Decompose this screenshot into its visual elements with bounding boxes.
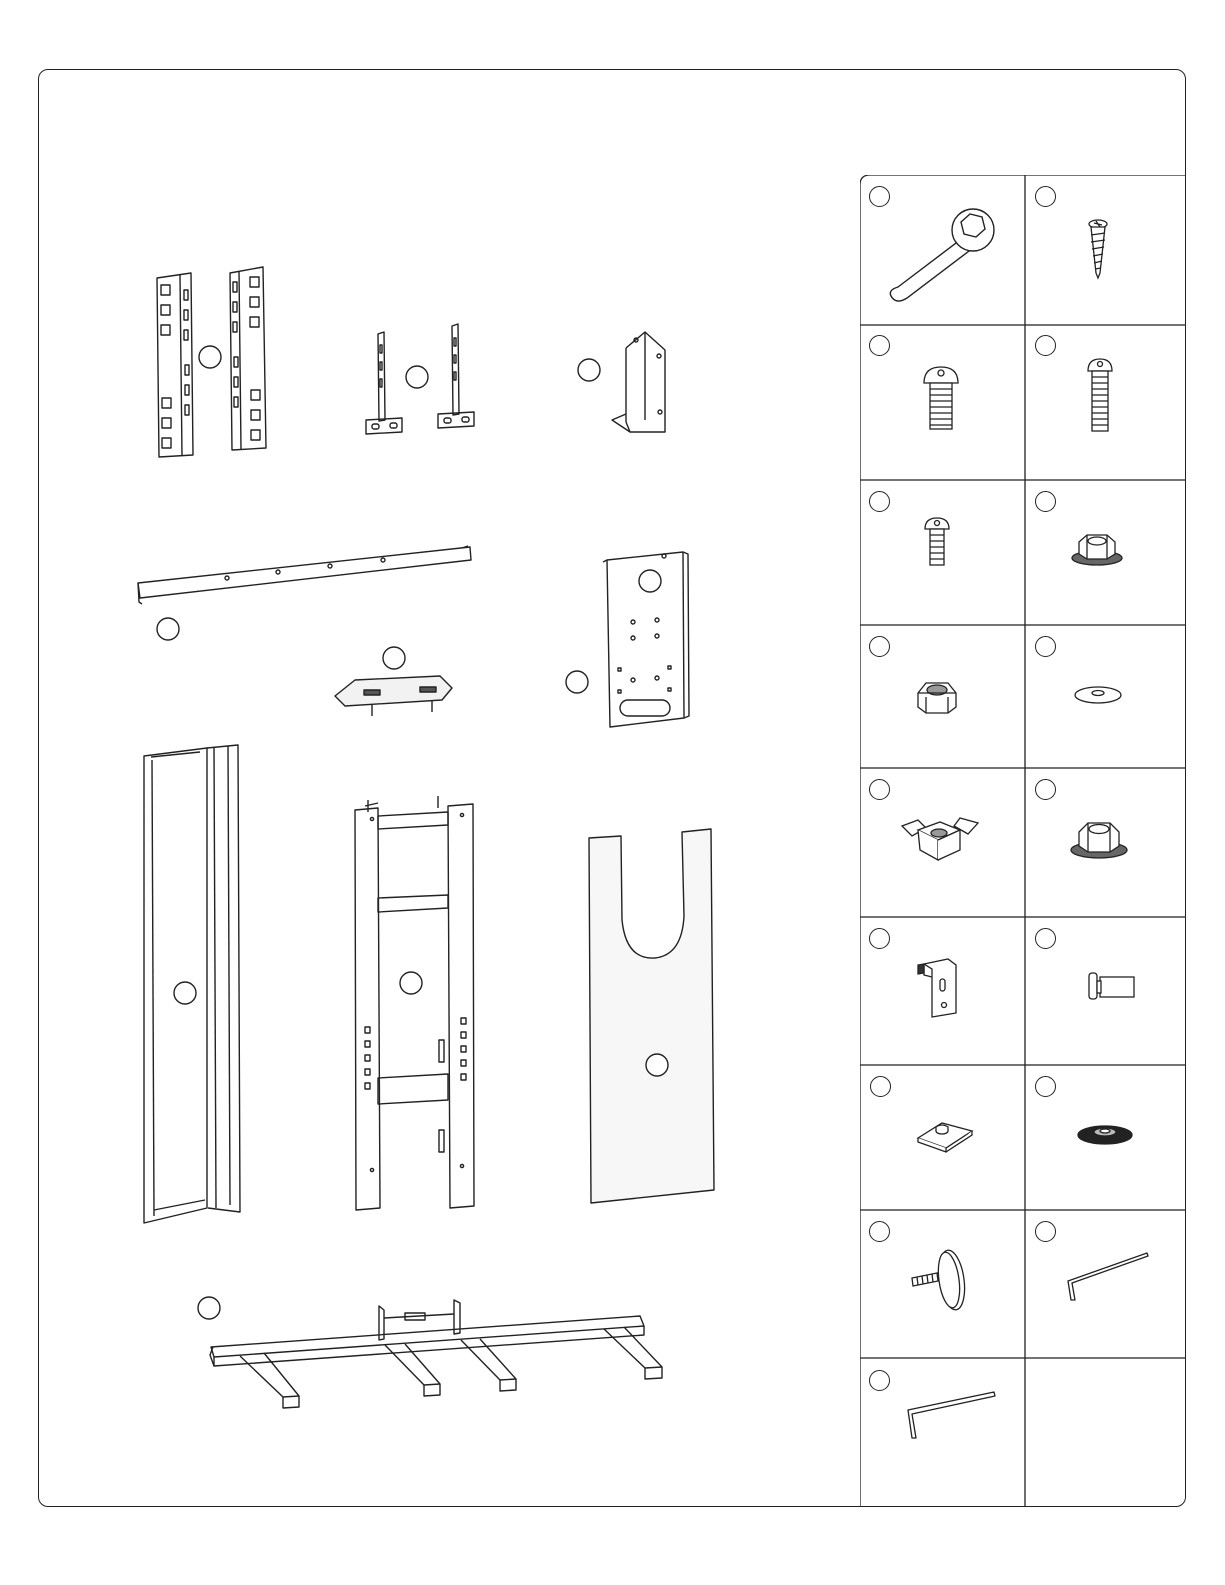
panel-icon	[589, 829, 714, 1203]
part-badge	[566, 671, 588, 693]
hardware-cell-square-plate-nut	[860, 1065, 1025, 1210]
cover-cap	[335, 647, 452, 716]
bolt-icon	[860, 325, 1025, 480]
cover-panel	[589, 829, 714, 1203]
base-icon	[210, 1300, 662, 1408]
u-bracket	[578, 332, 665, 432]
hardware-cell-flat-washer	[1025, 625, 1186, 768]
hardware-cell-leveling-foot	[860, 1210, 1025, 1358]
wall-rail	[138, 546, 471, 640]
washer-icon	[1025, 625, 1186, 768]
hardware-cell-rubber-washer	[1025, 1065, 1186, 1210]
hardware-grid	[860, 175, 1186, 1507]
part-badge	[174, 982, 196, 1004]
rail-icon	[138, 546, 471, 604]
ladder-frame	[355, 796, 474, 1210]
clip-icon	[860, 917, 1025, 1065]
part-badge	[646, 1054, 668, 1076]
part-badge	[400, 972, 422, 994]
hardware-cell-bolt-large	[860, 325, 1025, 480]
nut-icon	[1025, 480, 1186, 625]
hardware-cell-flange-nut	[1025, 480, 1186, 625]
hardware-cell-spacer	[1025, 917, 1186, 1065]
plate-nut-icon	[860, 1065, 1025, 1210]
small-bracket-pair	[366, 324, 474, 434]
bolt-icon	[860, 480, 1025, 625]
hardware-cell-wood-screw	[1025, 175, 1186, 325]
hardware-cell-empty	[1025, 1358, 1186, 1507]
hardware-cell-clip-bracket	[860, 917, 1025, 1065]
hardware-cell-flange-nut-large	[1025, 768, 1186, 917]
part-badge	[383, 647, 405, 669]
part-badge	[578, 359, 600, 381]
foot-icon	[860, 1210, 1025, 1358]
wall-plate-pair	[157, 267, 266, 457]
part-badge	[406, 366, 428, 388]
frame-icon	[355, 796, 474, 1210]
cap-icon	[335, 676, 452, 716]
bolt-icon	[1025, 325, 1186, 480]
wrench-icon	[860, 175, 1025, 325]
hex-key-icon	[860, 1358, 1025, 1507]
part-badge	[198, 1297, 220, 1319]
spacer-icon	[1025, 917, 1186, 1065]
hardware-cell-bolt-long	[1025, 325, 1186, 480]
part-badge	[199, 346, 221, 368]
hardware-cell-hex-nut	[860, 625, 1025, 768]
mounting-plate	[566, 552, 689, 727]
part-badge	[157, 618, 179, 640]
hardware-cell-cage-nut	[860, 768, 1025, 917]
hardware-cell-bolt-small	[860, 480, 1025, 625]
hardware-cell-wrench	[860, 175, 1025, 325]
u-bracket-icon	[612, 332, 665, 432]
screw-icon	[1025, 175, 1186, 325]
washer-icon	[1025, 1065, 1186, 1210]
nut-icon	[860, 625, 1025, 768]
part-badge	[639, 570, 661, 592]
nut-icon	[1025, 768, 1186, 917]
hex-key-icon	[1025, 1210, 1186, 1358]
hardware-cell-hex-key-large	[1025, 1210, 1186, 1358]
cage-nut-icon	[860, 768, 1025, 917]
base-frame	[198, 1297, 662, 1408]
hardware-cell-hex-key-small	[860, 1358, 1025, 1507]
column-channel	[144, 745, 240, 1223]
